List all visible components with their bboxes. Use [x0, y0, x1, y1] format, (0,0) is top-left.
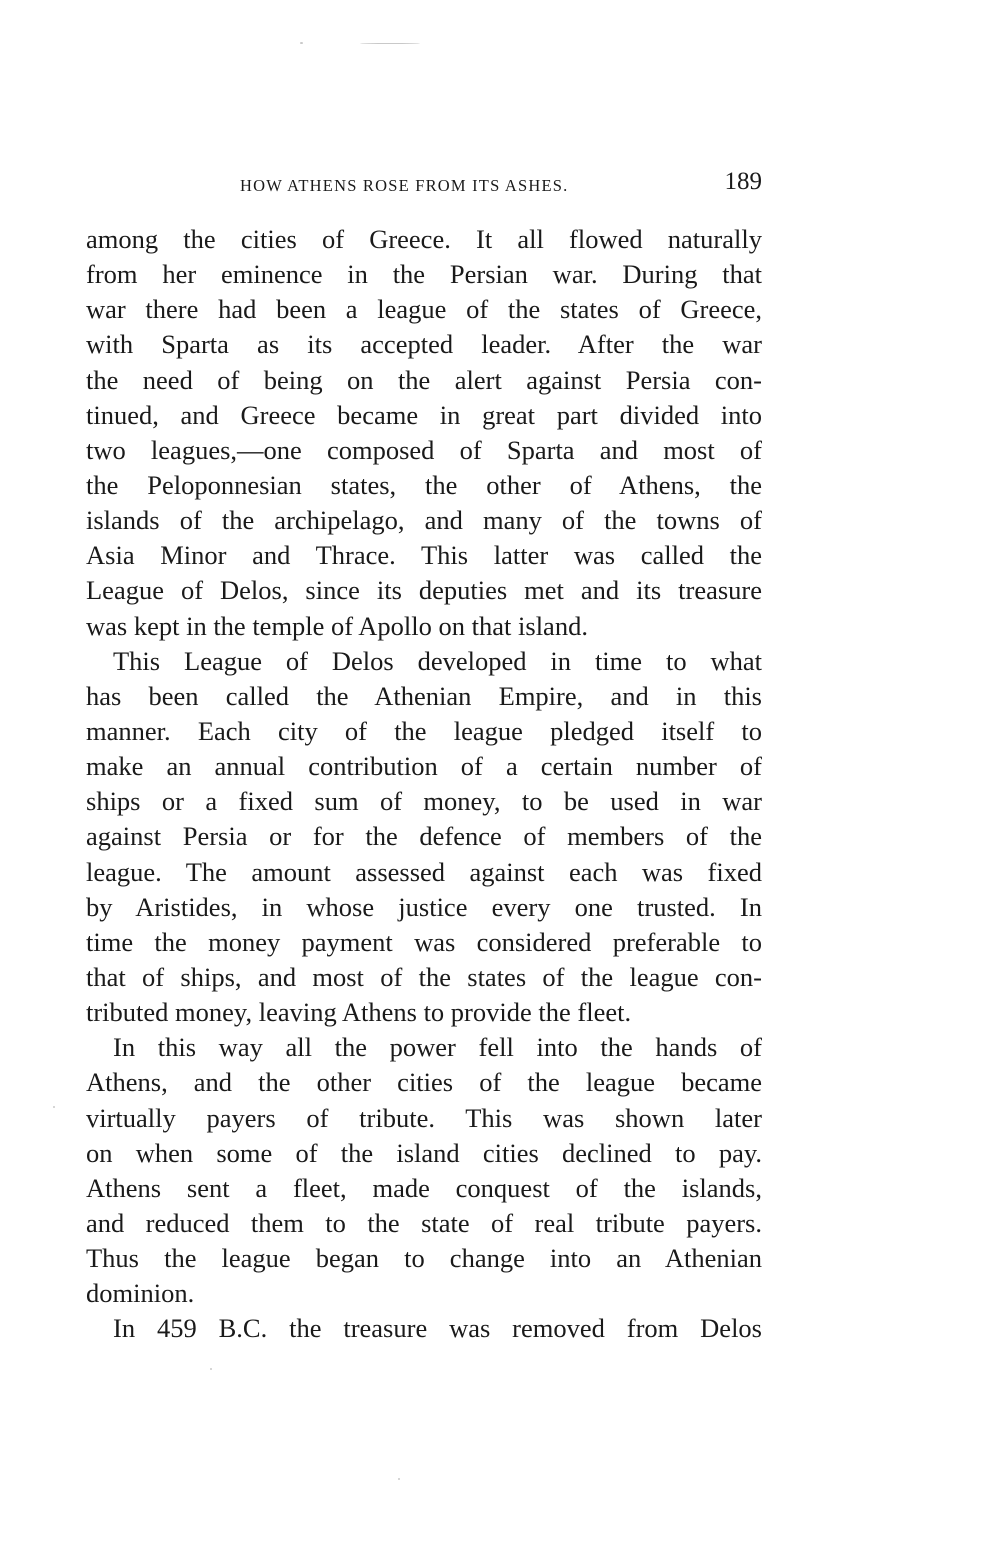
text-line: has been called the Athenian Empire, and in this	[86, 680, 762, 711]
text-line: by Aristides, in whose justice every one trusted. In	[86, 891, 762, 922]
text-line: two leagues,—one composed of Sparta and most of	[86, 434, 762, 465]
text-line: In 459 B.C. the treasure was removed from Delos	[113, 1313, 762, 1344]
text-line: league. The amount assessed against each was fixed	[86, 856, 762, 887]
text-line: make an annual contribution of a certain number of	[86, 751, 762, 782]
scan-speck	[360, 43, 420, 44]
text-line: League of Delos, since its deputies met and its treasure	[86, 575, 762, 606]
text-line: Athens sent a fleet, made conquest of the islands,	[86, 1172, 762, 1203]
text-line: This League of Delos developed in time to what	[113, 645, 762, 676]
text-line: war there had been a league of the states of Greece,	[86, 294, 762, 325]
scan-speck	[300, 42, 303, 44]
text-line: islands of the archipelago, and many of the towns of	[86, 505, 762, 536]
text-line: time the money payment was considered preferable to	[86, 926, 762, 957]
text-line: Athens, and the other cities of the league became	[86, 1067, 762, 1098]
text-line: from her eminence in the Persian war. During that	[86, 259, 762, 290]
running-head: HOW ATHENS ROSE FROM ITS ASHES.	[240, 176, 569, 195]
scan-speck	[398, 1478, 400, 1480]
text-line: against Persia or for the defence of members of the	[86, 821, 762, 852]
text-line: dominion.	[86, 1278, 195, 1309]
text-line: manner. Each city of the league pledged itself to	[86, 715, 762, 746]
text-line: the need of being on the alert against Persia con-	[86, 364, 762, 395]
text-line: tributed money, leaving Athens to provide the fleet.	[86, 997, 632, 1028]
text-line: virtually payers of tribute. This was shown later	[86, 1102, 762, 1133]
page-number: 189	[724, 168, 762, 195]
text-line: In this way all the power fell into the hands of	[113, 1032, 762, 1063]
text-line: with Sparta as its accepted leader. After the war	[86, 329, 762, 360]
text-line: the Peloponnesian states, the other of Athens, the	[86, 469, 762, 500]
text-line: was kept in the temple of Apollo on that island.	[86, 610, 588, 641]
body-text	[86, 222, 762, 1347]
text-line: on when some of the island cities declined to pay.	[86, 1137, 762, 1168]
page-header	[240, 168, 762, 204]
text-line: Asia Minor and Thrace. This latter was called the	[86, 540, 762, 571]
text-line: ships or a fixed sum of money, to be used in war	[86, 786, 762, 817]
scan-speck	[53, 1106, 55, 1108]
scan-speck	[210, 1368, 212, 1370]
text-line: among the cities of Greece. It all flowed naturally	[86, 224, 762, 254]
text-line: and reduced them to the state of real tribute payers.	[86, 1207, 762, 1238]
text-line: tinued, and Greece became in great part divided into	[86, 399, 762, 430]
text-line: that of ships, and most of the states of the league con-	[86, 961, 762, 992]
text-line: Thus the league began to change into an Athenian	[86, 1243, 762, 1274]
